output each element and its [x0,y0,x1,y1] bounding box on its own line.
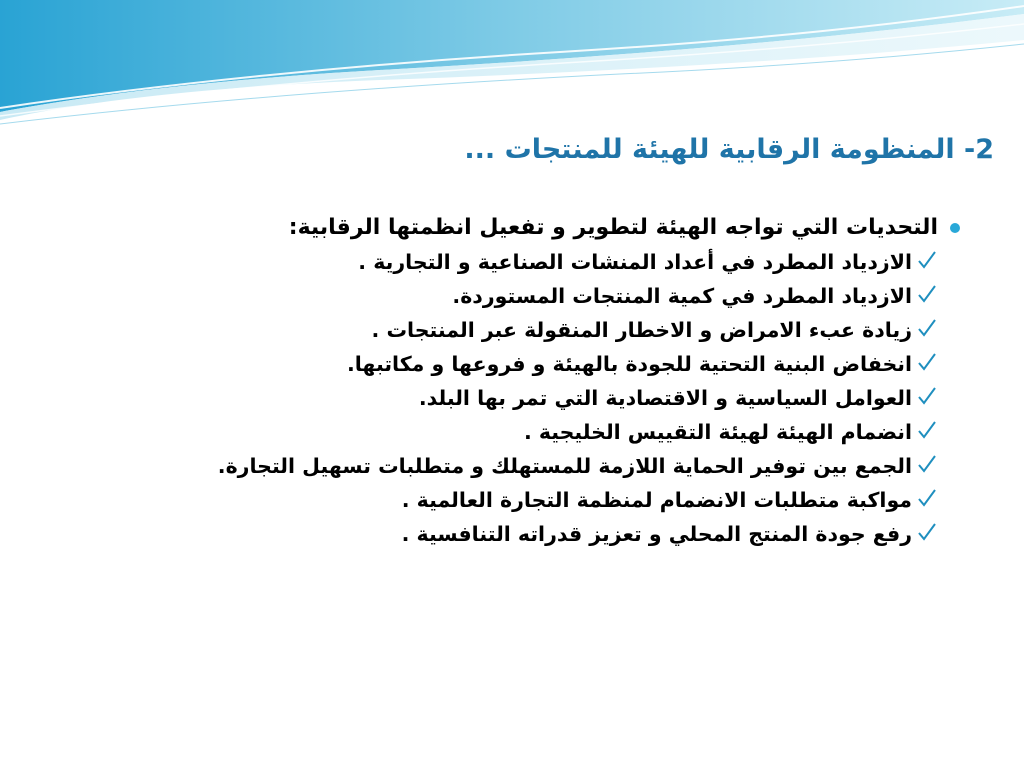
checkmark-icon [916,384,938,408]
list-item-text: رفع جودة المنتج المحلي و تعزيز قدراته التنافسية . [401,522,912,546]
checkmark-icon [916,350,938,374]
list-item-text: انضمام الهيئة لهيئة التقييس الخليجية . [523,420,912,444]
checkmark-icon [916,520,938,544]
main-bullet [58,212,938,244]
content-body [58,212,938,554]
list-item [58,316,912,344]
list-item [58,486,912,514]
list-item [58,418,912,446]
list-item-text: العوامل السياسية و الاقتصادية التي تمر بها البلد. [418,386,912,410]
list-item [58,384,912,412]
slide-title: 2- المنظومة الرقابية للهيئة للمنتجات ... [464,134,994,165]
list-item [58,282,912,310]
main-bullet-text: التحديات التي تواجه الهيئة لتطوير و تفعيل انظمتها الرقابية: [288,215,938,240]
list-item [58,452,912,480]
list-item [58,520,912,548]
challenges-list [58,248,938,548]
list-item-text: الازدياد المطرد في كمية المنتجات المستوردة. [452,284,912,308]
list-item-text: الازدياد المطرد في أعداد المنشات الصناعية و التجارية . [358,250,912,274]
header-wave-decoration [0,0,1024,130]
checkmark-icon [916,418,938,442]
checkmark-icon [916,486,938,510]
list-item-text: انخفاض البنية التحتية للجودة بالهيئة و فروعها و مكاتبها. [346,352,912,376]
checkmark-icon [916,282,938,306]
list-item-text: الجمع بين توفير الحماية اللازمة للمستهلك و متطلبات تسهيل التجارة. [217,454,912,478]
checkmark-icon [916,452,938,476]
checkmark-icon [916,316,938,340]
list-item-text: مواكبة متطلبات الانضمام لمنظمة التجارة العالمية . [401,488,912,512]
list-item [58,350,912,378]
list-item [58,248,912,276]
list-item-text: زيادة عبء الامراض و الاخطار المنقولة عبر المنتجات . [371,318,912,342]
checkmark-icon [916,248,938,272]
bullet-dot-icon [950,223,960,233]
